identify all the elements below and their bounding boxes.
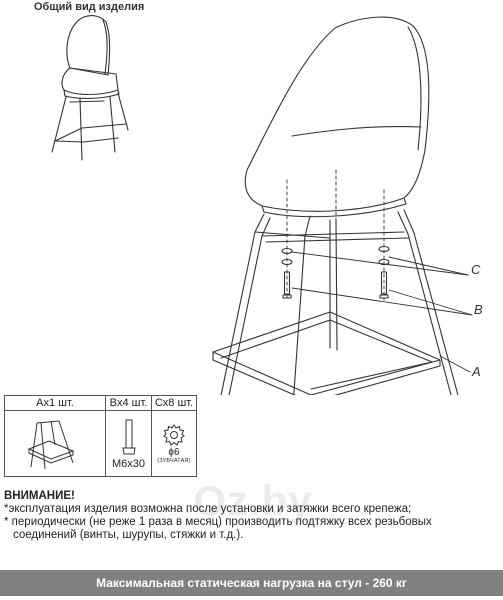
callout-a-label: A (472, 364, 481, 379)
bolt-size-label: M6x30 (111, 457, 146, 470)
parts-header-a: Ax1 шт. (5, 396, 106, 411)
notice-block (4, 490, 500, 542)
leader-lines (292, 252, 472, 372)
callout-c-label: C (471, 262, 481, 277)
notice-title: ВНИМАНИЕ! (4, 490, 75, 502)
parts-header-c: Cx8 шт. (152, 396, 197, 411)
overview-chair-illustration (52, 16, 128, 160)
part-c-cell (152, 411, 197, 477)
parts-table (4, 395, 197, 477)
notice-line-1: *эксплуатация изделия возможна после установки и затяжки всего крепежа; (4, 503, 412, 515)
watermark: Oz.by (193, 477, 313, 524)
toothed-washer-icon (162, 423, 186, 447)
chair-shell (245, 17, 429, 217)
bolt-icon (119, 418, 139, 456)
hardware-parts (282, 247, 389, 299)
general-view-title: Общий вид изделия (34, 1, 145, 13)
part-a-cell (5, 411, 106, 477)
part-b-cell (106, 411, 152, 477)
base-frame-part-illustration (15, 415, 95, 473)
chair-base-frame (213, 210, 462, 395)
notice-line-2: * периодически (не реже 1 раза в месяц) производить подтяжку всех резьбовых (4, 516, 432, 528)
load-capacity-banner: Максимальная статическая нагрузка на стул - 260 кг (0, 570, 503, 596)
parts-header-b: Bx4 шт. (106, 396, 152, 411)
washer-size-label: ϕ6 (168, 447, 180, 458)
callout-b-label: B (474, 302, 483, 317)
notice-line-3: соединений (винты, шурупы, стяжки и т.д.). (13, 529, 244, 541)
washer-type-label: (ЗУБЧАТАЯ) (157, 458, 191, 464)
